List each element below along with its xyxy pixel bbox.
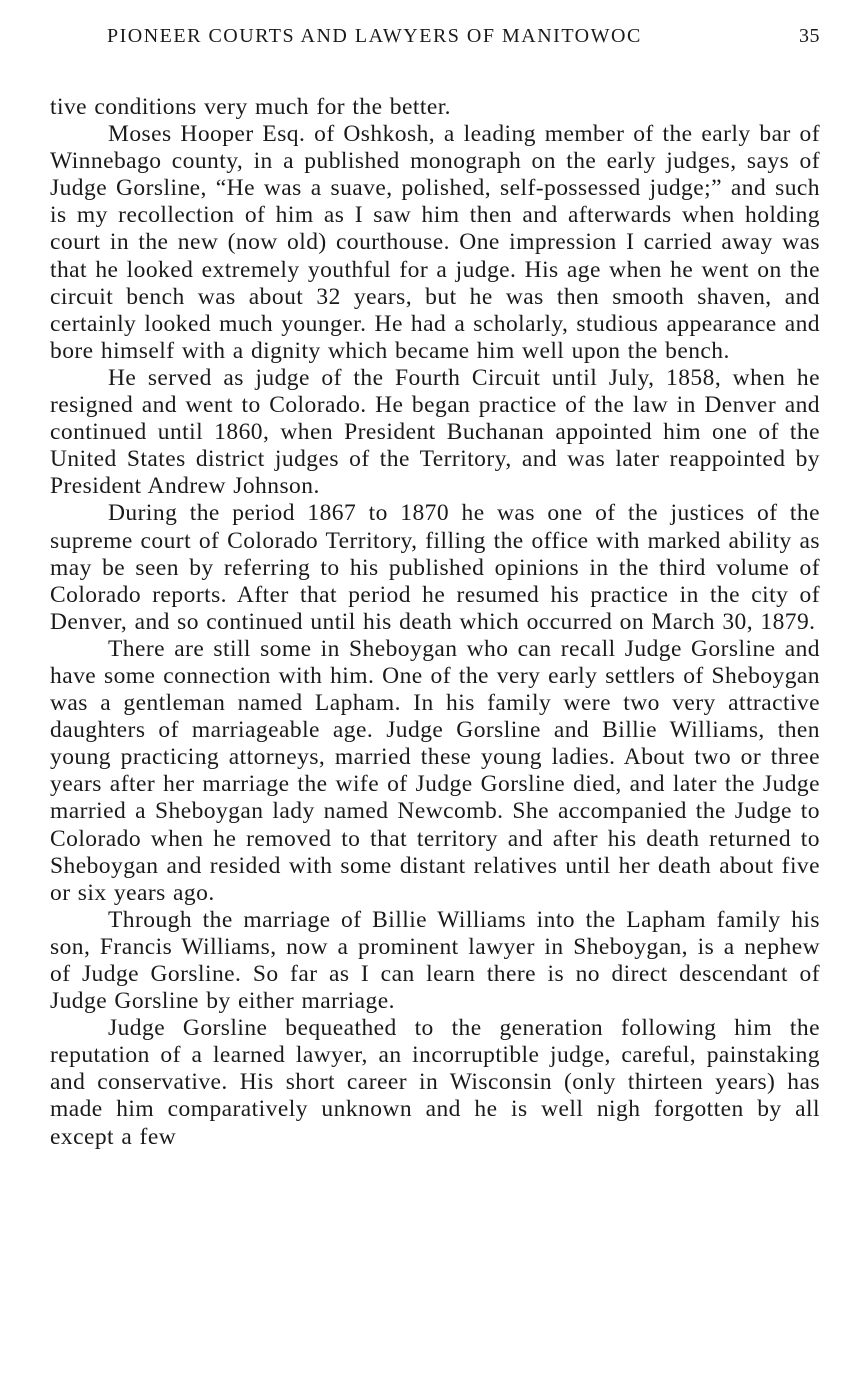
- paragraph-bequeathed-reputation: Judge Gorsline bequeathed to the generation following him the reputation of a learned lawyer, an incorruptible judge, careful, painstaking and conservative. His short career in Wisconsin (only thirteen years) has made him comparatively unknown and he is well nigh forgotten by all except a few: [50, 1015, 820, 1150]
- paragraph-sheboygan-family: There are still some in Sheboygan who can recall Judge Gorsline and have some connection with him. One of the very early settlers of Sheboygan was a gentleman named Lapham. In his family were two very attractive daughters of marriageable age. Judge Gorsline and Billie Williams, then young practicing attorneys, married these young ladies. About two or three years after her marriage the wife of Judge Gorsline died, and later the Judge married a Sheboygan lady named Newcomb. She accompanied the Judge to Colorado when he removed to that territory and after his death returned to Sheboygan and resided with some distant relatives until her death about five or six years ago.: [50, 635, 820, 906]
- body-text: [50, 94, 820, 1151]
- paragraph-lapham-family: Through the marriage of Billie Williams into the Lapham family his son, Francis Williams, now a prominent lawyer in Sheboygan, is a nephew of Judge Gorsline. So far as I can learn there is no direct descendant of Judge Gorsline by either marriage.: [50, 906, 820, 1015]
- running-head: [50, 22, 820, 50]
- running-head-title: PIONEER COURTS AND LAWYERS OF MANITOWOC: [107, 25, 642, 47]
- paragraph-continued: tive conditions very much for the better.: [50, 94, 452, 120]
- paragraph-colorado-supreme-court: During the period 1867 to 1870 he was one of the justices of the supreme court of Colorado Territory, filling the office with marked ability as may be seen by referring to his published opinions in the third volume of Colorado reports. After that period he resumed his practice in the city of Denver, and so continued until his death which occurred on March 30, 1879.: [50, 500, 820, 635]
- paragraph-fourth-circuit: He served as judge of the Fourth Circuit until July, 1858, when he resigned and went to Colorado. He began practice of the law in Denver and continued until 1860, when President Buchanan appointed him one of the United States district judges of the Territory, and was later reappointed by President Andrew Johnson.: [50, 364, 820, 500]
- page-number: 35: [799, 25, 820, 47]
- paragraph-moses-hooper: Moses Hooper Esq. of Oshkosh, a leading member of the early bar of Winnebago county, in a published monograph on the early judges, says of Judge Gorsline, “He was a suave, polished, self-possessed judge;” and such is my recollection of him as I saw him then and afterwards when holding court in the new (now old) courthouse. One impression I carried away was that he looked extremely youthful for a judge. His age when he went on the circuit bench was about 32 years, but he was then smooth shaven, and certainly looked much younger. He had a scholarly, studious appearance and bore himself with a dignity which became him well upon the bench.: [50, 121, 820, 364]
- book-page: [50, 22, 820, 1151]
